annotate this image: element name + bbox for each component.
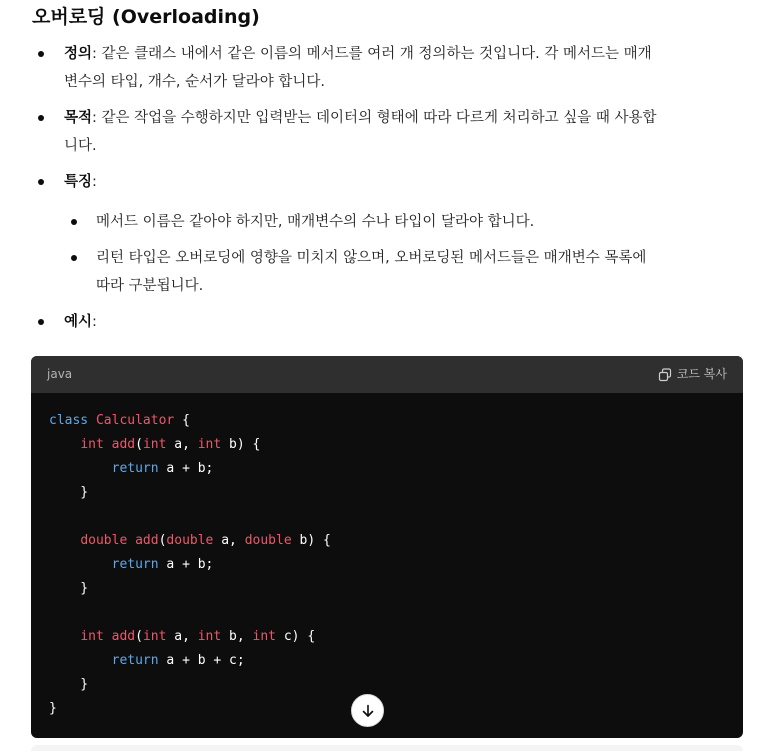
bullet-dot — [71, 219, 77, 225]
item-text-cont: 니다. — [64, 138, 97, 154]
composer-edge — [31, 745, 743, 751]
copy-code-button[interactable] — [658, 356, 727, 393]
sub-list-item — [0, 244, 766, 300]
bullet-dot — [38, 115, 44, 121]
bullet-dot — [38, 319, 44, 325]
list-item-definition — [0, 40, 766, 96]
bullet-dot — [71, 255, 77, 261]
copy-code-label: 코드 복사 — [676, 367, 727, 381]
scroll-to-bottom-button[interactable] — [351, 694, 384, 727]
item-text: : 같은 작업을 수행하지만 입력받는 데이터의 형태에 따라 다르게 처리하고 싶을 때 사용합 — [92, 110, 657, 126]
term-label: 특징 — [64, 174, 93, 190]
list-item-example: 예시: — [0, 308, 766, 336]
list-item-purpose — [0, 104, 766, 160]
code-block — [31, 356, 743, 738]
term-label: 목적 — [64, 110, 93, 126]
arrow-down-icon — [360, 703, 376, 719]
term-label: 정의 — [64, 46, 93, 62]
item-text-cont: 따라 구분됩니다. — [96, 278, 204, 294]
code-content: class Calculator { int add(int a, int b) { return a + b; } double add(double a, double b) { return a + b; } int add(int a, int b, int c) { return a + b + c; } } — [49, 413, 331, 716]
item-text: : 같은 클래스 내에서 같은 이름의 메서드를 여러 개 정의하는 것입니다. 각 메서드는 매개 — [92, 46, 652, 62]
copy-icon — [658, 368, 672, 382]
sub-list-item — [0, 208, 766, 236]
item-text: 메서드 이름은 같아야 하지만, 매개변수의 수나 타입이 달라야 합니다. — [96, 214, 535, 230]
bullet-dot — [38, 51, 44, 57]
item-text-cont: 변수의 타입, 개수, 순서가 달라야 합니다. — [64, 74, 325, 90]
section-heading: 오버로딩 (Overloading) — [32, 6, 260, 28]
term-label: 예시 — [64, 314, 93, 330]
list-item-features: 특징: — [0, 168, 766, 196]
code-language: java — [47, 367, 73, 381]
code-header — [31, 356, 743, 393]
item-text: 리턴 타입은 오버로딩에 영향을 미치지 않으며, 오버로딩된 메서드들은 매개변수 목록에 — [96, 250, 647, 266]
bullet-dot — [38, 179, 44, 185]
